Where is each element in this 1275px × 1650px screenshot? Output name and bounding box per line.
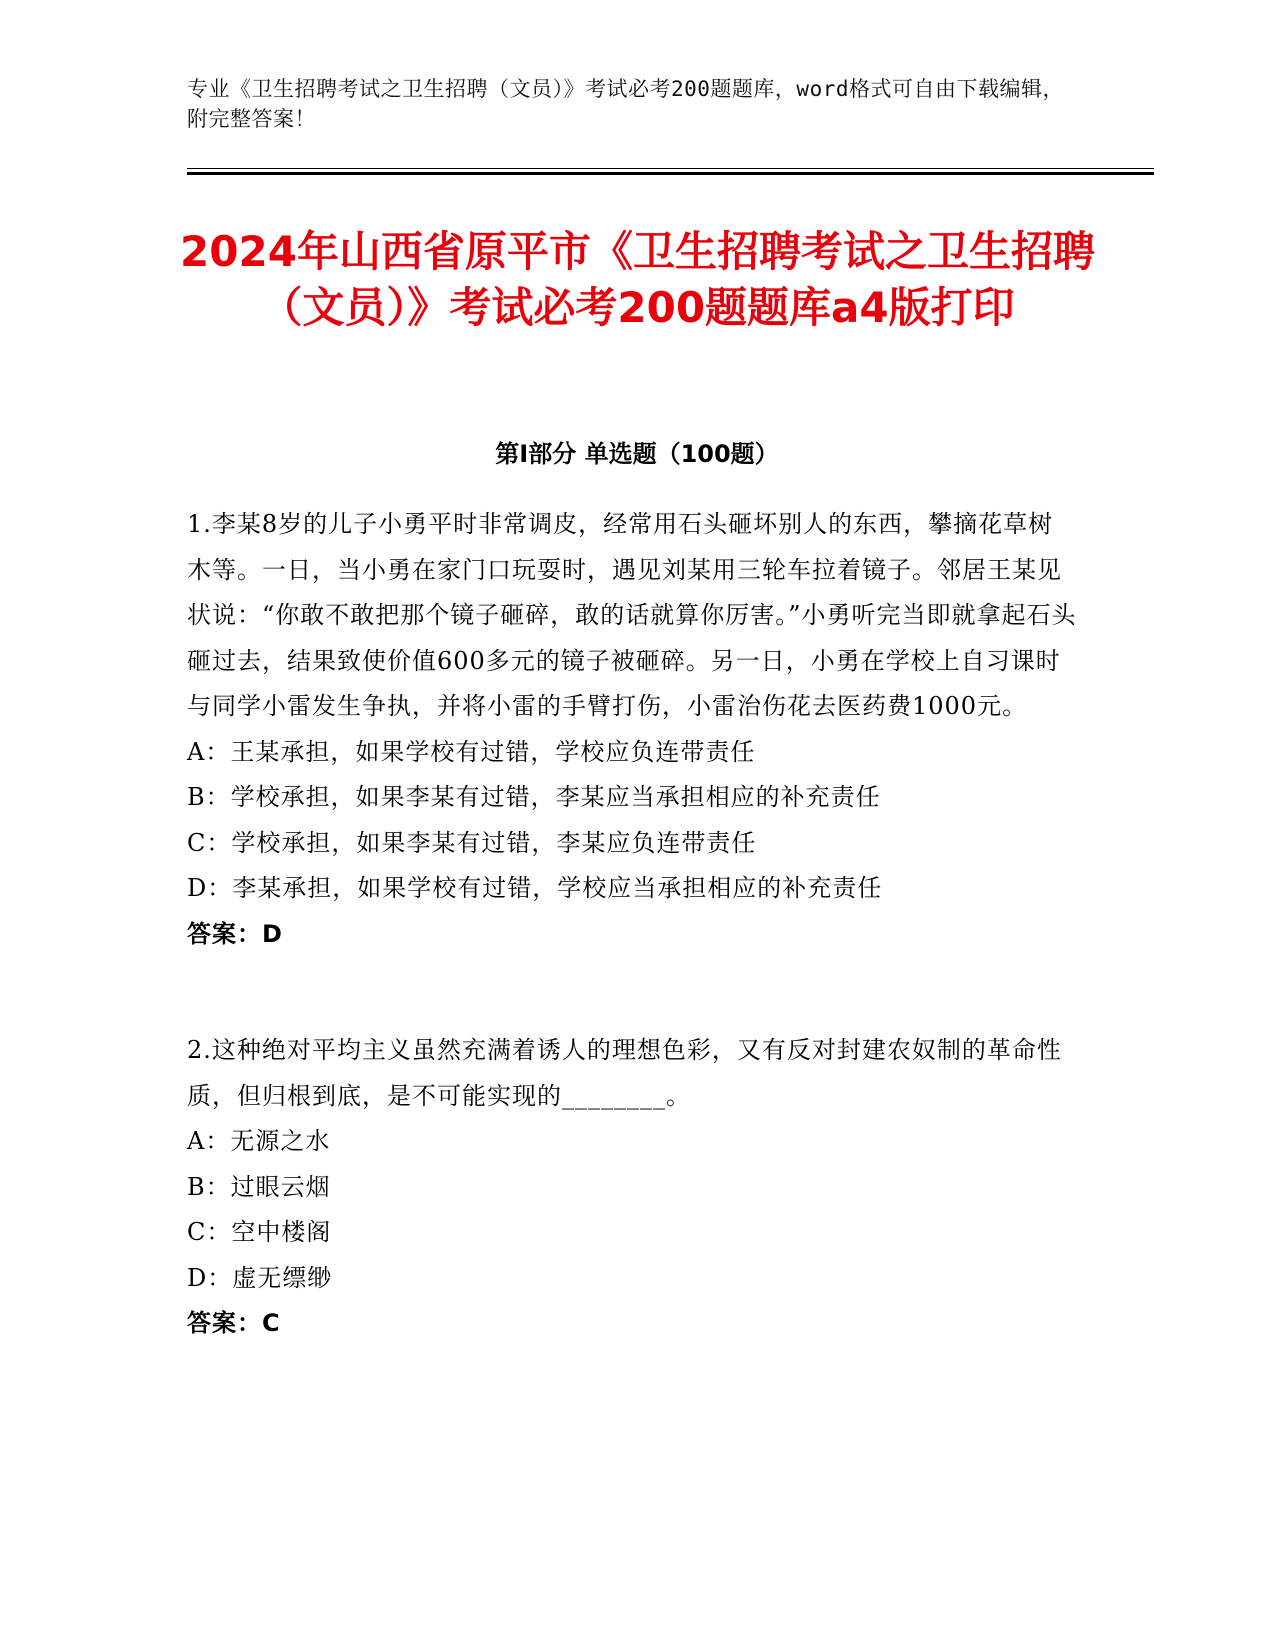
option-b: B：过眼云烟 [187, 1172, 331, 1201]
option-d: D：李某承担，如果学校有过错，学校应当承担相应的补充责任 [187, 874, 883, 902]
header-divider-thin [187, 168, 1154, 169]
document-title: 2024年山西省原平市《卫生招聘考试之卫生招聘（文员）》考试必考200题题库a4版打印 [180, 227, 1095, 332]
option-a: A：无源之水 [187, 1127, 331, 1155]
header-note: 专业《卫生招聘考试之卫生招聘（文员）》考试必考200题题库，word格式可自由下载编辑，附完整答案！ [187, 77, 1064, 131]
answer: 答案：D [187, 919, 283, 948]
header-divider-thick [187, 172, 1154, 175]
question-2 [187, 1028, 1077, 1347]
question-stem: 2.这种绝对平均主义虽然充满着诱人的理想色彩，又有反对封建农奴制的革命性质，但归根到底，是不可能实现的________。 [187, 1036, 1062, 1110]
option-a: A：王某承担，如果学校有过错，学校应负连带责任 [187, 737, 756, 766]
option-b: B：学校承担，如果李某有过错，李某应当承担相应的补充责任 [187, 783, 881, 811]
option-c: C：学校承担，如果李某有过错，李某应负连带责任 [187, 828, 757, 857]
section-title: 第Ⅰ部分 单选题（100题） [495, 440, 779, 468]
option-d: D：虚无缥缈 [187, 1263, 333, 1292]
answer: 答案：C [187, 1309, 281, 1337]
option-c: C：空中楼阁 [187, 1218, 332, 1246]
question-1 [187, 502, 1077, 957]
question-stem: 1.李某8岁的儿子小勇平时非常调皮，经常用石头砸坏别人的东西，攀摘花草树木等。一日，当小勇在家门口玩耍时，遇见刘某用三轮车拉着镜子。邻居王某见状说：“你敢不敢把那个镜子砸碎，敢的话就算你厉害。”小勇听完当即就拿起石头砸过去，结果致使价值600多元的镜子被砸碎。另一日，小勇在学校上自习课时与同学小雷发生争执，并将小雷的手臂打伤，小雷治伤花去医药费1000元。 [187, 510, 1077, 720]
